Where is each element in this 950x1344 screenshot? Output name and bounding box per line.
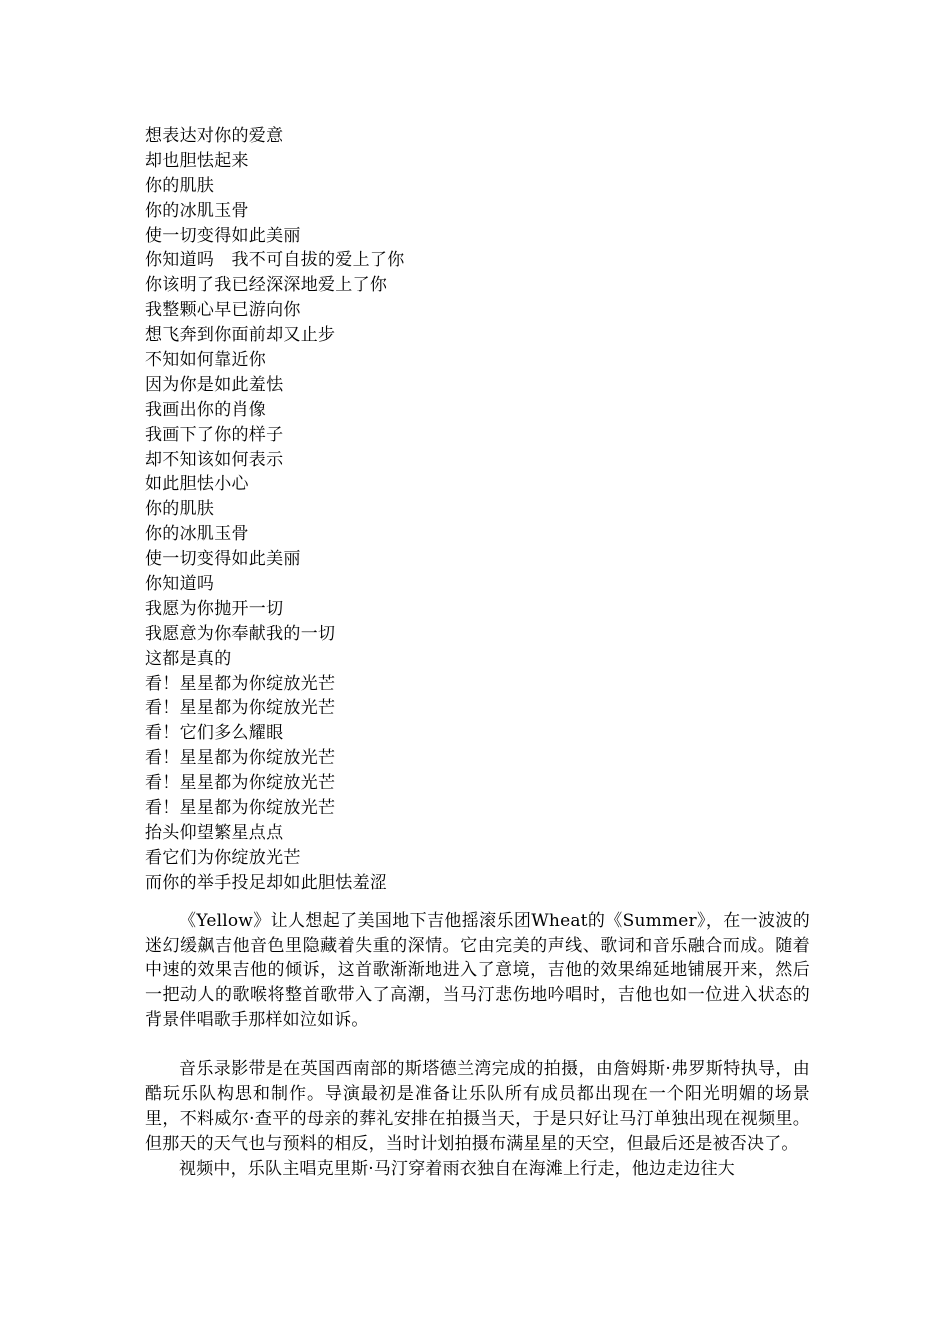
lyric-line: 你的肌肤 xyxy=(145,499,215,520)
text-column xyxy=(145,124,810,1182)
lyric-line: 看！星星都为你绽放光芒 xyxy=(145,698,336,719)
paragraph-music-video: 音乐录影带是在英国西南部的斯塔德兰湾完成的拍摄，由詹姆斯·弗罗斯特执导，由酷玩乐队构思和制作。导演最初是准备让乐队所有成员都出现在一个阳光明媚的场景里，不料威尔·查平的母亲的葬礼安排在拍摄当天，于是只好让马汀单独出现在视频里。但那天的天气也与预料的相反，当时计划拍摄布满星星的天空，但最后还是被否决了。 xyxy=(145,1059,810,1154)
lyric-line: 因为你是如此羞怯 xyxy=(145,374,284,395)
lyric-line: 使一切变得如此美丽 xyxy=(145,549,301,570)
lyric-line: 而你的举手投足却如此胆怯羞涩 xyxy=(145,872,388,893)
lyric-line: 这都是真的 xyxy=(145,648,232,669)
paragraph-video-content: 视频中，乐队主唱克里斯·马汀穿着雨衣独自在海滩上行走，他边走边往大 xyxy=(179,1158,736,1179)
lyric-line: 你的冰肌玉骨 xyxy=(145,200,249,221)
paragraph-yellow-description: 《Yellow》让人想起了美国地下吉他摇滚乐团Wheat的《Summer》，在一波波的迷幻缓飙吉他音色里隐藏着失重的深情。它由完美的声线、歌词和音乐融合而成。随着中速的效果吉他的倾诉，这首歌渐渐地进入了意境，吉他的效果绵延地铺展开来，然后一把动人的歌喉将整首歌带入了高潮，当马汀悲伤地吟唱时，吉他也如一位进入状态的背景伴唱歌手那样如泣如诉。 xyxy=(145,910,810,1031)
lyric-line: 看！星星都为你绽放光芒 xyxy=(145,773,336,794)
lyric-line: 想表达对你的爱意 xyxy=(145,126,284,146)
lyric-line: 你的冰肌玉骨 xyxy=(145,524,249,545)
lyric-line: 看！星星都为你绽放光芒 xyxy=(145,673,336,694)
lyric-line: 我愿意为你奉献我的一切 xyxy=(145,623,336,644)
lyric-line: 你的肌肤 xyxy=(145,175,215,196)
lyric-line: 却不知该如何表示 xyxy=(145,449,284,470)
lyric-line: 却也胆怯起来 xyxy=(145,150,249,171)
lyric-line: 看！星星都为你绽放光芒 xyxy=(145,798,336,819)
lyric-line: 想飞奔到你面前却又止步 xyxy=(145,325,336,346)
lyric-line: 我画出你的肖像 xyxy=(145,399,267,420)
lyric-line: 看！它们多么耀眼 xyxy=(145,723,284,744)
lyric-line: 你知道吗 xyxy=(145,574,215,595)
lyric-line: 看它们为你绽放光芒 xyxy=(145,847,301,868)
lyric-line: 如此胆怯小心 xyxy=(145,474,249,495)
lyric-line: 我画下了你的样子 xyxy=(145,424,284,445)
lyric-line: 你该明了我已经深深地爱上了你 xyxy=(145,275,388,296)
lyric-line: 抬头仰望繁星点点 xyxy=(145,822,284,843)
lyric-line: 看！星星都为你绽放光芒 xyxy=(145,748,336,769)
lyric-line: 不知如何靠近你 xyxy=(145,350,267,371)
lyric-line: 我愿为你抛开一切 xyxy=(145,598,284,619)
lyric-line: 你知道吗 我不可自拔的爱上了你 xyxy=(145,250,405,271)
lyric-line: 我整颗心早已游向你 xyxy=(145,300,301,321)
lyrics-block xyxy=(145,124,810,896)
lyric-line: 使一切变得如此美丽 xyxy=(145,225,301,246)
